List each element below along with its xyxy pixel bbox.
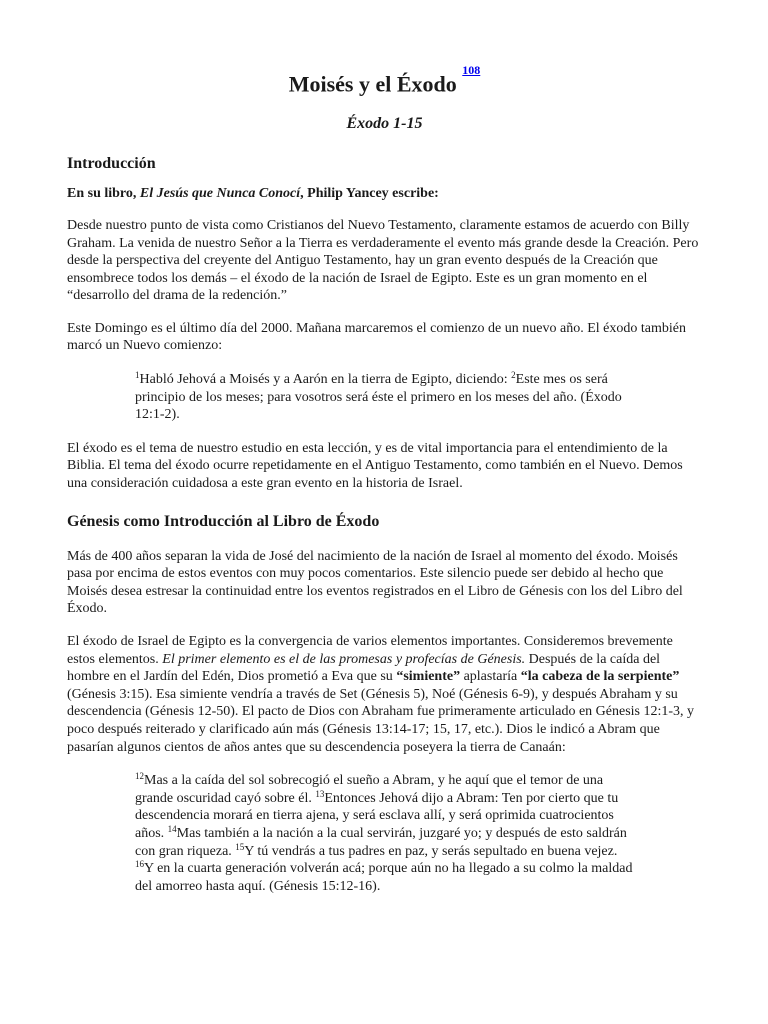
verse-text: Habló Jehová a Moisés y a Aarón en la tierra de Egipto, diciendo: (139, 372, 512, 388)
page-subtitle: Éxodo 1-15 (346, 115, 423, 133)
title-text: Moisés y el Éxodo (288, 71, 457, 97)
byline-prefix: En su libro, (67, 186, 140, 202)
bold-text: “simiente” (396, 669, 461, 685)
verse-number: 1 (135, 370, 140, 381)
verse-text: Entonces Jehová dijo a Abram: Ten por cierto que tu descendencia morará en tierra ajena, y será esclava allí, y será oprimida cuatrocientos años. (135, 790, 619, 841)
verse-number: 13 (315, 788, 325, 799)
emphasis-text: El primer elemento es el de las promesas y profecías de Génesis. (162, 651, 526, 667)
section-heading-genesis: Génesis como Introducción al Libro de Éxodo (67, 512, 380, 530)
verse-text: Y tú vendrás a tus padres en paz, y serás sepultado en buena vejez. (244, 843, 618, 859)
verse-text: Mas a la caída del sol sobrecogió el sueño a Abram, y he aquí que el temor de una grande oscuridad cayó sobre él. (135, 773, 604, 806)
text-run: (Génesis 3:15). Esa simiente vendría a través de Set (Génesis 5), Noé (Génesis 6-9), y después Abraham y su descendencia (Génesis 12-50). El pacto de Dios con Abraham fue primeramente articulado en Génesis 12:1-3, y poco después reiterado y clarificado aún más (Génesis 13:14-17; 15, 17, etc.). Dios le indicó a Abram que pasarían algunos cientos de años antes que su descendencia poseyera la tierra de Canaán: (67, 686, 695, 755)
text-run: aplastaría (460, 669, 521, 685)
byline-suffix: , Philip Yancey escribe: (300, 186, 439, 202)
text-run: El éxodo de Israel de Egipto es la convergencia de varios elementos importantes. Consideremos brevemente estos elementos. (67, 634, 673, 667)
paragraph-intro-1: Desde nuestro punto de vista como Cristianos del Nuevo Testamento, claramente estamos de acuerdo con Billy Graham. La venida de nuestro Señor a la Tierra es verdaderamente el evento más grande desde la Creación. Pero desde la perspectiva del creyente del Antiguo Testamento, hay un gran evento después de la Creación que ensombrece todos los demás – el éxodo de la nación de Israel de Egipto. Este es un gran momento en el “desarrollo del drama de la redención.” (67, 217, 699, 304)
footnote-ref (462, 63, 481, 87)
footnote-link[interactable]: 108 (462, 63, 481, 77)
verse-number: 16 (135, 859, 144, 870)
verse-text: Mas también a la nación a la cual servirán, juzgaré yo; y después de esto saldrán con gran riqueza. (135, 825, 627, 859)
paragraph-genesis-1: Más de 400 años separan la vida de José del nacimiento de la nación de Israel al momento del éxodo. Moisés pasa por encima de estos eventos con muy pocos comentarios. Este silencio puede ser debido al hecho que Moisés desea estresar la continuidad entre los eventos registrados en el Libro de Génesis con los del Libro del Éxodo. (67, 548, 683, 617)
scripture-quote-genesis (135, 756, 634, 895)
byline (67, 174, 702, 203)
paragraph-genesis-2 (67, 618, 702, 756)
verse-number: 15 (235, 841, 245, 852)
scripture-quote-exodus (135, 355, 634, 424)
verse-text: Y en la cuarta generación volverán acá; porque aún no ha llegado a su colmo la maldad del amorreo hasta aquí. (Génesis 15:12-16). (135, 861, 633, 894)
verse-number: 12 (135, 771, 144, 782)
verse-text: Este mes os será principio de los meses; para vosotros será éste el primero en los meses del año. (Éxodo 12:1-2). (135, 372, 622, 423)
section-heading-introduction: Introducción (67, 155, 156, 173)
bold-text: “la cabeza de la serpiente” (520, 669, 680, 685)
page-title (67, 0, 702, 96)
byline-book-title: El Jesús que Nunca Conocí (139, 186, 301, 202)
text-run: Después de la caída del hombre en el Jardín del Edén, Dios prometió a Eva que su (67, 651, 661, 685)
paragraph-intro-3: El éxodo es el tema de nuestro estudio en esta lección, y es de vital importancia para el entendimiento de la Biblia. El tema del éxodo ocurre repetidamente en el Antiguo Testamento, como también en el Nuevo. Demos una consideración cuidadosa a este gran evento en la historia de Israel. (67, 440, 683, 492)
verse-number: 2 (511, 370, 516, 381)
paragraph-intro-2: Este Domingo es el último día del 2000. Mañana marcaremos el comienzo de un nuevo año. El éxodo también marcó un Nuevo comienzo: (67, 320, 686, 354)
verse-number: 14 (167, 823, 177, 834)
